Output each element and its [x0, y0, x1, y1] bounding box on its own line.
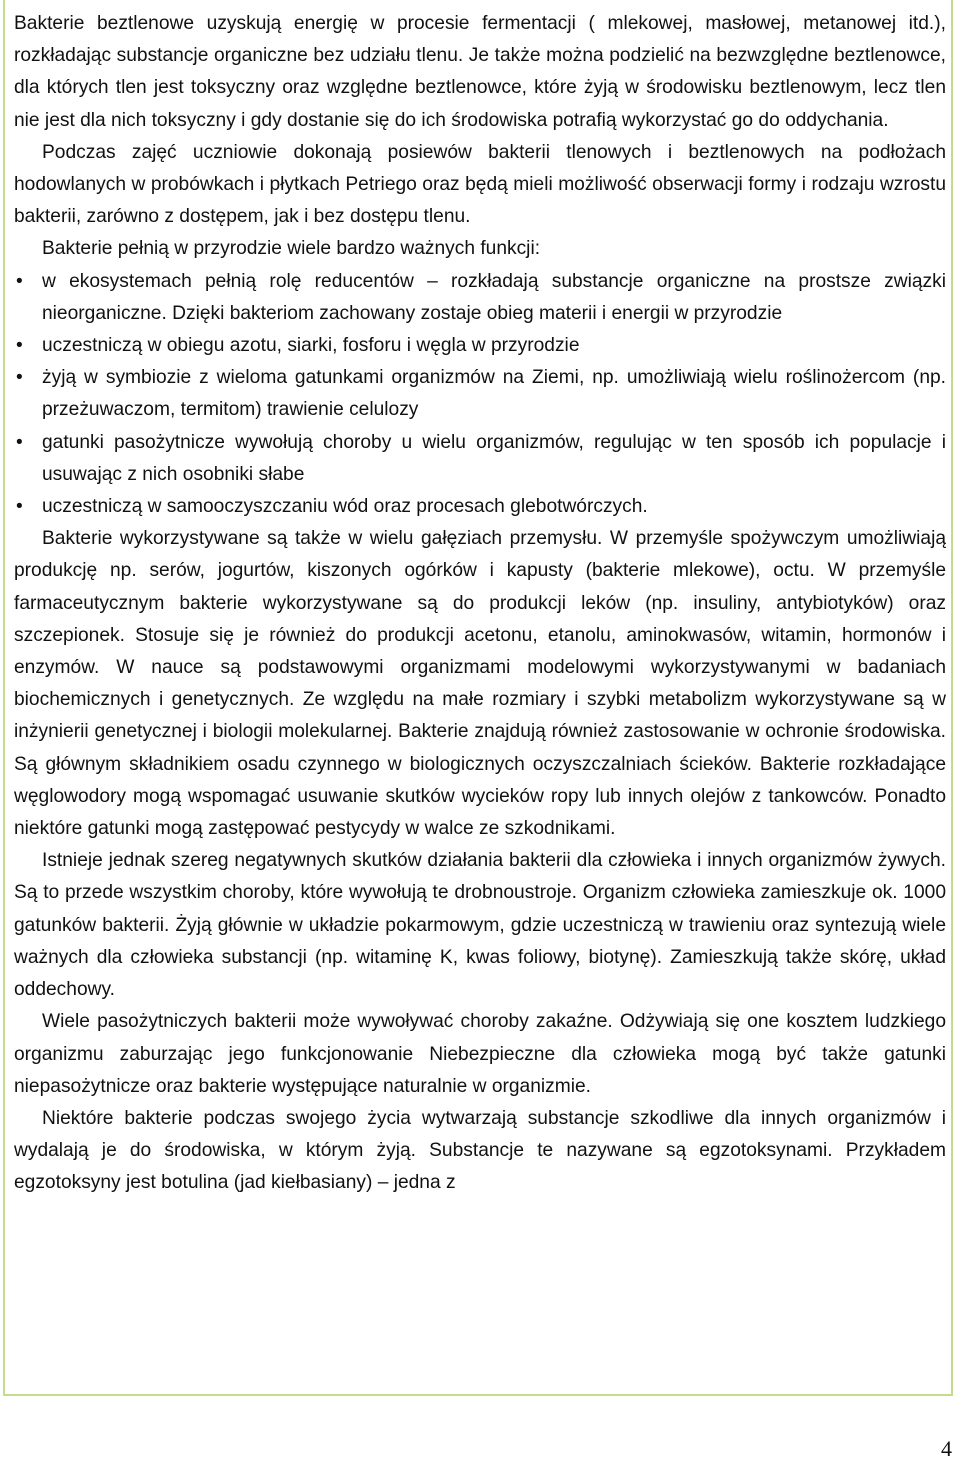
document-body	[14, 8, 946, 1200]
paragraph-diseases: Wiele pasożytniczych bakterii może wywoływać choroby zakaźne. Odżywiają się one kosztem ludzkiego organizmu zaburzając jego funkcjonowanie Niebezpieczne dla człowieka mogą być także gatunki niepasożytnicze oraz bakterie występujące naturalnie w organizmie.	[14, 1011, 946, 1097]
list-item: • w ekosystemach pełnią rolę reducentów – rozkładają substancje organiczne na prostsze związki nieorganiczne. Dzięki bakteriom zachowany zostaje obieg materii i energii w przyrodzie	[14, 266, 946, 330]
paragraph-classes: Podczas zajęć uczniowie dokonają posiewów bakterii tlenowych i beztlenowych na podłożach hodowlanych w probówkach i płytkach Petriego oraz będą mieli możliwość obserwacji formy i rodzaju wzrostu bakterii, zarówno z dostępem, jak i bez dostępu tlenu.	[14, 141, 946, 228]
functions-list	[14, 266, 946, 524]
list-item: • żyją w symbiozie z wieloma gatunkami organizmów na Ziemi, np. umożliwiają wielu roślinożercom (np. przeżuwaczom, termitom) trawienie celulozy	[14, 362, 946, 426]
paragraph-exotoxins: Niektóre bakterie podczas swojego życia wytwarzają substancje szkodliwe dla innych organizmów i wydalają je do środowiska, w którym żyją. Substancje te nazywane są egzotoksynami. Przykładem egzotoksyny jest botulina (jad kiełbasiany) – jedna z	[14, 1107, 946, 1194]
list-item: • uczestniczą w obiegu azotu, siarki, fosforu i węgla w przyrodzie	[14, 330, 946, 362]
list-item: • uczestniczą w samooczyszczaniu wód oraz procesach glebotwórczych.	[14, 491, 946, 523]
paragraph-industry: Bakterie wykorzystywane są także w wielu gałęziach przemysłu. W przemyśle spożywczym umożliwiają produkcję np. serów, jogurtów, kiszonych ogórków i kapusty (bakterie mlekowe), octu. W przemyśle farmaceutycznym bakterie wykorzystywane są do produkcji leków (np. insuliny, antybiotyków) oraz szczepionek. Stosuje się je również do produkcji acetonu, etanolu, aminokwasów, witamin, hormonów i enzymów. W nauce są podstawowymi organizmami modelowymi wykorzystywanymi w badaniach biochemicznych i genetycznych. Ze względu na małe rozmiary i szybki metabolizm wykorzystywane są w inżynierii genetycznej i biologii molekularnej. Bakterie znajdują również zastosowanie w ochronie środowiska. Są głównym składnikiem osadu czynnego w biologicznych oczyszczalniach ścieków. Bakterie rozkładające węglowodory mogą wspomagać usuwanie skutków wycieków ropy lub innych olejów z tankowców. Ponadto niektóre gatunki mogą zastępować pestycydy w walce ze szkodnikami.	[14, 528, 946, 840]
page-number: 4	[941, 1436, 952, 1461]
list-item: • gatunki pasożytnicze wywołują choroby u wielu organizmów, regulując w ten sposób ich populacje i usuwając z nich osobniki słabe	[14, 427, 946, 491]
paragraph-functions-intro: Bakterie pełnią w przyrodzie wiele bardzo ważnych funkcji:	[42, 238, 541, 260]
paragraph-negative-effects: Istnieje jednak szereg negatywnych skutków działania bakterii dla człowieka i innych organizmów żywych. Są to przede wszystkim choroby, które wywołują te drobnoustroje. Organizm człowieka zamieszkuje ok. 1000 gatunków bakterii. Żyją głównie w układzie pokarmowym, gdzie uczestniczą w trawieniu oraz syntezują wiele ważnych dla człowieka substancji (np. witaminę K, kwas foliowy, biotynę). Zamieszkują także skórę, układ oddechowy.	[14, 850, 946, 1001]
paragraph-anaerobes: Bakterie beztlenowe uzyskują energię w procesie fermentacji ( mlekowej, masłowej, metanowej itd.), rozkładając substancje organiczne bez udziału tlenu. Je także można podzielić na bezwzględne beztlenowce, dla których tlen jest toksyczny oraz względne beztlenowce, które żyją w środowisku beztlenowym, lecz tlen nie jest dla nich toksyczny i gdy dostanie się do ich środowiska potrafią wykorzystać go do oddychania.	[14, 13, 946, 131]
